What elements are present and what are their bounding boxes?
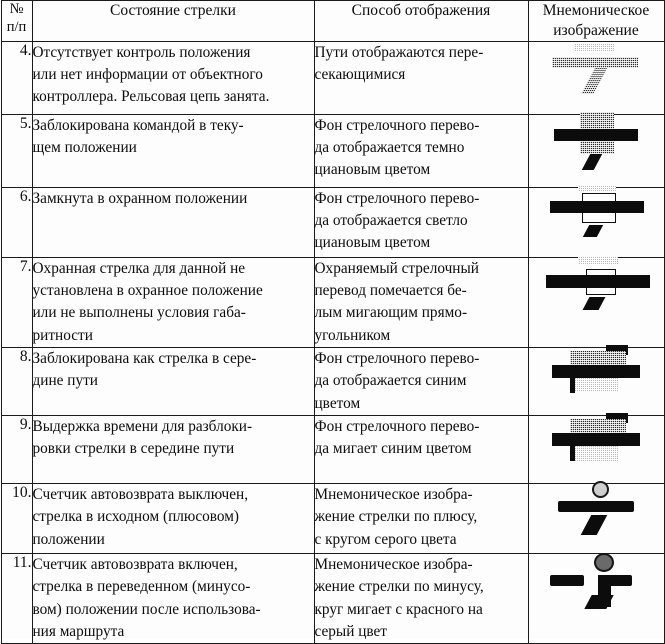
row-display-text [314, 483, 528, 553]
row-display-text [314, 187, 528, 257]
text-line: установлена в охранное положение [32, 281, 263, 299]
table-row [1, 415, 664, 483]
table-header [1, 1, 664, 42]
table-row [1, 553, 664, 643]
row-number: 11. [1, 553, 32, 643]
column-header-mnemonic-line1: Мнемоническое [542, 2, 650, 19]
text-line: да отображается синим [314, 372, 467, 390]
row-mnemonic-cell [528, 257, 664, 347]
row-mnemonic-cell [528, 483, 664, 553]
text-line: Фон стрелочного перево- [314, 349, 480, 367]
table-row [1, 483, 664, 553]
grey-circle-icon [592, 481, 609, 498]
column-header-mnemonic-line2: изображение [553, 21, 639, 39]
row-mnemonic-cell [528, 187, 664, 257]
text-line: жение стрелки по плюсу, [314, 508, 478, 526]
text-line: циановым цветом [314, 161, 431, 179]
text-line: Пути отображаются пере- [314, 43, 484, 61]
mnemonic-symbol-white-blinking-rect [529, 258, 663, 310]
text-line: секающимися [314, 65, 406, 83]
row-number: 4. [1, 41, 32, 114]
text-line: Выдержка времени для разблоки- [32, 417, 253, 435]
text-line: ния маршрута [32, 622, 125, 640]
mnemonic-symbol-blinking-blue-switch [529, 416, 663, 468]
row-state-text [32, 483, 314, 553]
text-line: Охраняемый стрелочный [314, 259, 479, 277]
mnemonic-symbol-dark-cyan-switch [529, 115, 663, 167]
mnemonic-symbol-light-cyan-switch [529, 188, 663, 240]
text-line: угольником [314, 326, 391, 344]
text-line: Счетчик автовозврата включен, [32, 555, 238, 573]
column-header-number [1, 1, 32, 42]
column-header-mnemonic [528, 1, 664, 42]
row-state-text [32, 41, 314, 114]
row-state-text [32, 415, 314, 483]
row-number: 10. [1, 483, 32, 553]
mnemonic-symbol-plus-grey-circle [529, 484, 663, 536]
text-line: стрелка в переведенном (минусо- [32, 578, 251, 596]
text-line: Фон стрелочного перево- [314, 116, 480, 134]
table-row [1, 257, 664, 347]
text-line: Заблокирована как стрелка в сере- [32, 349, 257, 367]
text-line: Заблокирована командой в теку- [32, 116, 244, 134]
text-line: ровки стрелки в середине пути [32, 440, 235, 458]
text-line: цветом [314, 394, 361, 412]
text-line: да мигает синим цветом [314, 440, 472, 458]
column-header-number-line2: п/п [6, 18, 27, 35]
row-number: 8. [1, 347, 32, 415]
text-line: перевод помечается бе- [314, 281, 467, 299]
row-display-text [314, 257, 528, 347]
table-row [1, 114, 664, 187]
text-line: да отображается темно [314, 138, 465, 156]
column-header-state: Состояние стрелки [32, 1, 314, 42]
row-number: 9. [1, 415, 32, 483]
text-line: лым мигающим прямо- [314, 304, 468, 322]
row-display-text [314, 41, 528, 114]
row-state-text [32, 553, 314, 643]
table-body [1, 41, 664, 644]
row-display-text [314, 553, 528, 643]
text-line: да отображается светло [314, 211, 468, 229]
text-line: Отсутствует контроль положения [32, 43, 251, 61]
row-display-text [314, 415, 528, 483]
row-number: 6. [1, 187, 32, 257]
row-number: 5. [1, 114, 32, 187]
row-mnemonic-cell [528, 415, 664, 483]
row-display-text [314, 347, 528, 415]
text-line: вом) положении после использова- [32, 600, 261, 618]
row-number: 7. [1, 257, 32, 347]
table-row [1, 347, 664, 415]
text-line: стрелка в исходном (плюсовом) [32, 508, 240, 526]
text-line: Охранная стрелка для данной не [32, 259, 246, 277]
text-line: ритности [32, 326, 93, 344]
table-row [1, 187, 664, 257]
text-line: или нет информации от объектного [32, 65, 263, 83]
table-row [1, 41, 664, 114]
text-line: серый цвет [314, 622, 387, 640]
text-line: Фон стрелочного перево- [314, 189, 480, 207]
row-mnemonic-cell [528, 347, 664, 415]
column-header-display: Способ отображения [314, 1, 528, 42]
text-line: Фон стрелочного перево- [314, 417, 480, 435]
text-line: Замкнута в охранном положении [32, 189, 248, 207]
text-line: Счетчик автовозврата выключен, [32, 485, 249, 503]
mnemonic-symbol-blue-switch [529, 348, 663, 400]
text-line: положении [32, 530, 105, 548]
switch-states-table [1, 0, 665, 644]
row-mnemonic-cell [528, 553, 664, 643]
mnemonic-symbol-minus-blinking-circle [529, 554, 663, 606]
text-line: Мнемоническое изобра- [314, 485, 473, 503]
text-line: с кругом серого цвета [314, 530, 457, 548]
text-line: циановым цветом [314, 234, 431, 252]
blinking-red-circle-icon [594, 553, 614, 572]
mnemonic-symbol-crossing-tracks [529, 42, 663, 94]
row-display-text [314, 114, 528, 187]
text-line: или не выполнены условия габа- [32, 304, 246, 322]
row-state-text [32, 187, 314, 257]
text-line: щем положении [32, 138, 137, 156]
text-line: контроллера. Рельсовая цепь занята. [32, 88, 270, 106]
text-line: Мнемоническое изобра- [314, 555, 473, 573]
text-line: круг мигает с красного на [314, 600, 483, 618]
text-line: жение стрелки по минусу, [314, 578, 484, 596]
row-state-text [32, 347, 314, 415]
row-state-text [32, 114, 314, 187]
row-mnemonic-cell [528, 41, 664, 114]
row-mnemonic-cell [528, 114, 664, 187]
header-row [1, 1, 664, 42]
column-header-number-line1: № [9, 1, 24, 17]
row-state-text [32, 257, 314, 347]
text-line: дине пути [32, 372, 98, 390]
